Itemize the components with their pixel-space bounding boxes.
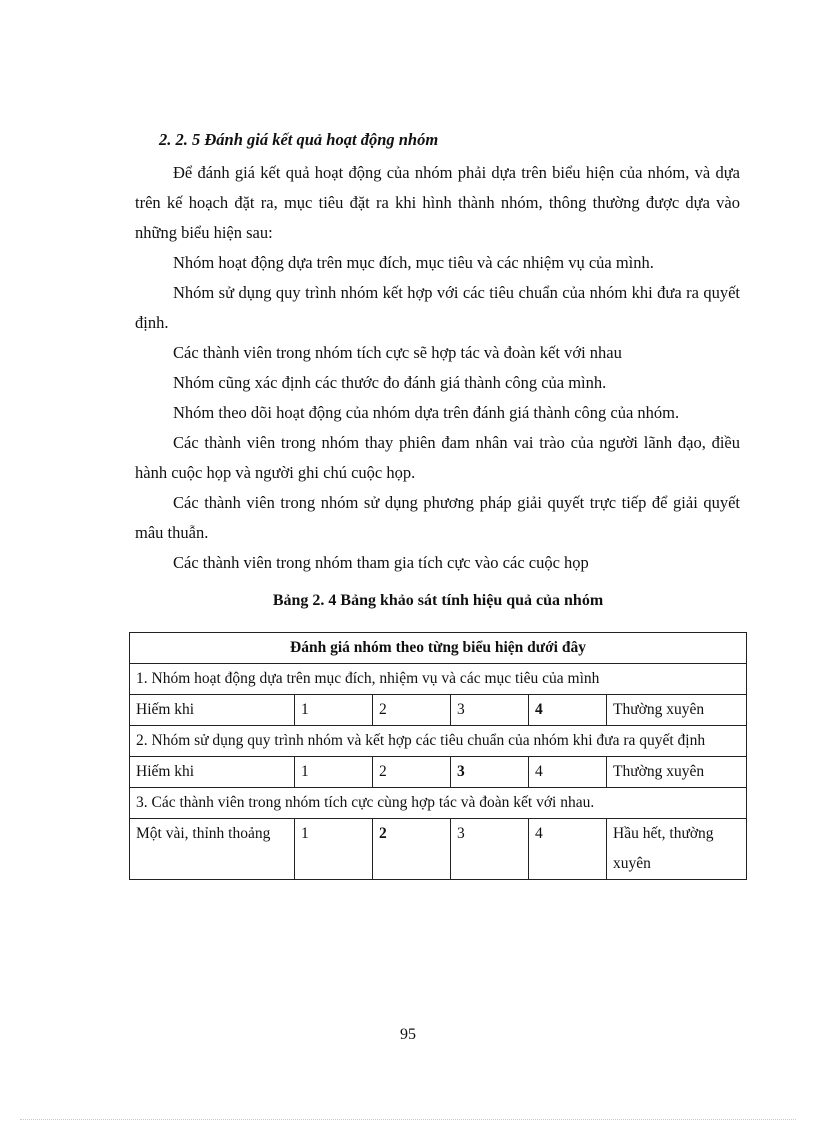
paragraph: Các thành viên trong nhóm tích cực sẽ hợp tác và đoàn kết với nhau (173, 343, 622, 362)
rating-score-selected: 3 (451, 757, 529, 788)
rating-score: 4 (529, 757, 607, 788)
paragraph: Nhóm theo dõi hoạt động của nhóm dựa trên đánh giá thành công của nhóm. (173, 403, 680, 422)
question-text: 2. Nhóm sử dụng quy trình nhóm và kết hợp các tiêu chuẩn của nhóm khi đưa ra quyết định (130, 726, 747, 757)
page-number: 95 (400, 1026, 416, 1043)
rating-score: 4 (529, 819, 607, 880)
page-bottom-border (20, 1119, 796, 1120)
rating-row (130, 695, 747, 726)
question-row (130, 788, 747, 819)
paragraph: Nhóm sử dụng quy trình nhóm kết hợp với các tiêu chuẩn của nhóm khi đưa ra quyết định. (135, 283, 740, 332)
rating-high-label: Hầu hết, thường xuyên (607, 819, 747, 880)
rating-score: 1 (295, 695, 373, 726)
question-text: 3. Các thành viên trong nhóm tích cực cùng hợp tác và đoàn kết với nhau. (130, 788, 747, 819)
paragraph: Nhóm hoạt động dựa trên mục đích, mục tiêu và các nhiệm vụ của mình. (173, 253, 654, 272)
table-header: Đánh giá nhóm theo từng biểu hiện dưới đây (130, 633, 747, 664)
rating-score: 2 (373, 757, 451, 788)
rating-score: 3 (451, 695, 529, 726)
section-heading: 2. 2. 5 Đánh giá kết quả hoạt động nhóm (159, 130, 439, 149)
rating-row (130, 757, 747, 788)
paragraph: Các thành viên trong nhóm tham gia tích cực vào các cuộc họp (173, 553, 589, 572)
rating-score: 1 (295, 819, 373, 880)
rating-high-label: Thường xuyên (607, 695, 747, 726)
rating-score-selected: 2 (373, 819, 451, 880)
question-row (130, 726, 747, 757)
paragraph: Các thành viên trong nhóm thay phiên đam nhân vai trào của người lãnh đạo, điều hành cuộc họp và người ghi chú cuộc họp. (135, 433, 740, 482)
rating-low-label: Một vài, thỉnh thoảng (130, 819, 295, 880)
rating-score: 1 (295, 757, 373, 788)
rating-score-selected: 4 (529, 695, 607, 726)
question-text: 1. Nhóm hoạt động dựa trên mục đích, nhiệm vụ và các mục tiêu của mình (130, 664, 747, 695)
paragraph: Nhóm cũng xác định các thước đo đánh giá thành công của mình. (173, 373, 607, 392)
rating-row (130, 819, 747, 880)
rating-low-label: Hiếm khi (130, 695, 295, 726)
main-content (135, 128, 740, 578)
rating-high-label: Thường xuyên (607, 757, 747, 788)
question-row (130, 664, 747, 695)
rating-score: 3 (451, 819, 529, 880)
table-header-row (130, 633, 747, 664)
paragraph: Để đánh giá kết quả hoạt động của nhóm phải dựa trên biểu hiện của nhóm, và dựa trên kế hoạch đặt ra, mục tiêu đặt ra khi hình thành nhóm, thông thường được dựa vào những biểu hiện sau: (135, 163, 740, 242)
survey-table (129, 632, 747, 880)
rating-score: 2 (373, 695, 451, 726)
paragraph: Các thành viên trong nhóm sử dụng phương pháp giải quyết trực tiếp để giải quyết mâu thuẫn. (135, 493, 740, 542)
rating-low-label: Hiếm khi (130, 757, 295, 788)
table-caption: Bảng 2. 4 Bảng khảo sát tính hiệu quả của nhóm (272, 592, 604, 609)
